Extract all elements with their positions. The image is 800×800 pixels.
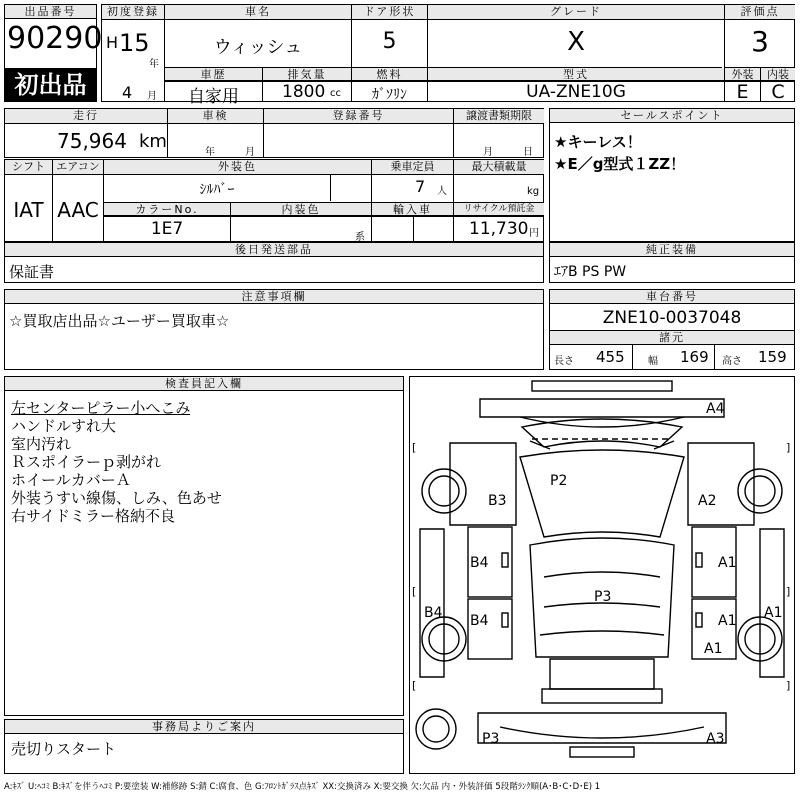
- intcolor-unit: 系: [355, 232, 365, 243]
- grade-label: グレード: [428, 5, 724, 20]
- mark-p3-rear: P3: [482, 731, 500, 747]
- history-value: 自家用: [188, 87, 239, 107]
- int-value: C: [771, 81, 785, 103]
- reg-month-unit: 月: [147, 91, 157, 102]
- inspector-line-1: 左センターピラー小へこみ: [11, 399, 191, 417]
- mileage-unit: km: [139, 131, 167, 152]
- mileage-label: 走行: [5, 109, 167, 124]
- mileage-box: [4, 108, 544, 158]
- inspector-line-5: ホイールカバーＡ: [11, 471, 131, 489]
- mark-a1-side-right: A1: [764, 605, 783, 621]
- score-value: 3: [751, 25, 769, 58]
- svg-text:[: [: [412, 585, 417, 598]
- sales-point-1: ★キーレス！: [554, 133, 642, 151]
- inspector-line-3: 室内汚れ: [11, 435, 72, 453]
- mark-b4-front-left: B4: [470, 555, 489, 571]
- sales-points-label: セールスポイント: [550, 109, 794, 123]
- seats-label: 乗車定員: [372, 160, 453, 175]
- equipment-value: ｴｱB PS PW: [554, 264, 627, 280]
- chassis-value: ZNE10-0037048: [602, 308, 742, 328]
- svg-text:]: ]: [786, 585, 791, 598]
- transfer-day-unit: 日: [523, 147, 533, 158]
- first-listing-badge: 初出品: [5, 68, 96, 102]
- mark-a3: A3: [706, 731, 725, 747]
- model-label: 型式: [428, 68, 724, 81]
- later-parts-label: 後日発送部品: [5, 243, 543, 257]
- dims-label: 諸元: [550, 331, 794, 345]
- import-label: 輸入車: [372, 203, 453, 216]
- mark-p2: P2: [550, 473, 568, 489]
- notes-label: 注意事項欄: [5, 290, 543, 304]
- mark-a1-front-right: A1: [718, 555, 737, 571]
- disp-label: 排気量: [263, 68, 351, 81]
- color-label: 外装色: [104, 160, 371, 175]
- lot-number: 90290: [7, 21, 103, 56]
- load-label: 最大積載量: [454, 160, 544, 175]
- vehicle-info-box: [101, 4, 795, 107]
- height-label: 高さ: [722, 356, 742, 367]
- inspect-month-unit: 月: [245, 147, 255, 158]
- legend: A:ｷｽﾞ U:ﾍｺﾐ B:ｷｽﾞを伴うﾍｺﾐ P:要塗装 W:補修跡 S:錆 C:腐食、色 G:ﾌﾛﾝﾄｶﾞﾗｽ点ｷｽﾞ XX:交換済み X:要交換 欠:欠品 内・外装評価 5段階ﾗﾝｸ順(A･B･C･D･E) 1: [4, 782, 601, 792]
- reg-year-unit: 年: [149, 59, 159, 70]
- intcolor-label: 内装色: [231, 203, 371, 216]
- svg-text:]: ]: [786, 441, 791, 454]
- model-value: UA-ZNE10G: [526, 82, 626, 102]
- seats-unit: 人: [437, 186, 447, 197]
- lot-number-label: 出品番号: [5, 5, 96, 19]
- specs-box: [4, 159, 544, 242]
- inspector-line-4: Ｒスポイラーｐ剥がれ: [11, 453, 162, 471]
- later-parts-box: [4, 242, 544, 283]
- history-label: 車歴: [165, 68, 262, 81]
- chassis-label: 車台番号: [550, 290, 794, 304]
- transfer-month-unit: 月: [483, 147, 493, 158]
- reg-month: 4: [122, 83, 133, 102]
- shift-value: IAT: [13, 198, 44, 222]
- ext-label: 外装: [725, 68, 760, 81]
- mark-a4: A4: [706, 401, 725, 417]
- shift-label: シフト: [5, 160, 52, 175]
- mark-a1-rear-right: A1: [718, 613, 737, 629]
- inspector-label: 検査員記入欄: [5, 377, 403, 391]
- inspect-year-unit: 年: [205, 147, 215, 158]
- recycle-value: 11,730: [469, 219, 529, 239]
- inspector-box: [4, 376, 404, 716]
- recycle-unit: 円: [529, 228, 539, 239]
- disp-value: 1800: [282, 82, 326, 102]
- width-value: 169: [680, 348, 709, 366]
- width-label: 幅: [648, 356, 658, 367]
- color-value: ｼﾙﾊﾞｰ: [199, 182, 235, 198]
- grade-value: X: [567, 27, 585, 57]
- sales-point-2: ★E／g型式１ZZ！: [554, 155, 686, 173]
- colorno-label: カラーNo.: [104, 203, 230, 216]
- inspect-label: 車検: [168, 109, 263, 124]
- ac-label: エアコン: [53, 160, 103, 175]
- reg-year: 15: [119, 29, 150, 57]
- car-name-label: 車名: [165, 5, 351, 20]
- door-value: 5: [382, 29, 397, 54]
- load-unit: kg: [527, 186, 540, 197]
- plate-label: 登録番号: [264, 109, 453, 124]
- fuel-value: ｶﾞｿﾘﾝ: [372, 87, 407, 103]
- svg-text:[: [: [412, 679, 417, 692]
- lot-number-box: [4, 4, 103, 102]
- office-label: 事務局よりご案内: [5, 720, 403, 734]
- mark-p3-roof: P3: [594, 589, 612, 605]
- svg-text:[: [: [412, 441, 417, 454]
- office-value: 売切りスタート: [11, 740, 117, 758]
- door-label: ドア形状: [352, 5, 427, 20]
- height-value: 159: [758, 348, 787, 366]
- sales-points-box: [549, 108, 795, 242]
- notes-value: ☆買取店出品☆ユーザー買取車☆: [9, 312, 230, 330]
- inspector-line-2: ハンドルすれ大: [11, 417, 117, 435]
- colorno-value: 1E7: [150, 219, 184, 239]
- ac-value: AAC: [57, 198, 99, 222]
- inspector-line-6: 外装うすい線傷、しみ、色あせ: [11, 489, 222, 507]
- mark-b3: B3: [488, 493, 507, 509]
- mark-a1-rear-wheel: A1: [704, 641, 723, 657]
- transfer-label: 譲渡書類期限: [454, 109, 544, 124]
- mark-b4-side-left: B4: [424, 605, 443, 621]
- recycle-label: リサイクル預託金: [454, 203, 544, 216]
- disp-unit: cc: [330, 88, 341, 99]
- svg-text:]: ]: [786, 679, 791, 692]
- notes-box: [4, 289, 544, 370]
- inspector-line-7: 右サイドミラー格納不良: [11, 507, 175, 525]
- chassis-box: [549, 289, 795, 370]
- mark-a2: A2: [698, 493, 717, 509]
- equipment-box: [549, 242, 795, 283]
- seats-value: 7: [415, 177, 426, 196]
- int-label: 内装: [761, 68, 795, 81]
- mark-b4-rear-left: B4: [470, 613, 489, 629]
- car-name: ウィッシュ: [213, 37, 303, 58]
- score-label: 評価点: [725, 5, 795, 20]
- mileage-value: 75,964: [57, 129, 127, 153]
- reg-era: H: [106, 33, 119, 52]
- office-box: [4, 719, 404, 774]
- ext-value: E: [736, 81, 749, 103]
- equipment-label: 純正装備: [550, 243, 794, 257]
- reg-label: 初度登録: [102, 5, 164, 20]
- length-value: 455: [596, 348, 625, 366]
- fuel-label: 燃料: [352, 68, 427, 81]
- car-diagram-box: [409, 376, 795, 774]
- car-diagram: [410, 377, 794, 773]
- later-parts-value: 保証書: [9, 263, 55, 281]
- length-label: 長さ: [554, 356, 574, 367]
